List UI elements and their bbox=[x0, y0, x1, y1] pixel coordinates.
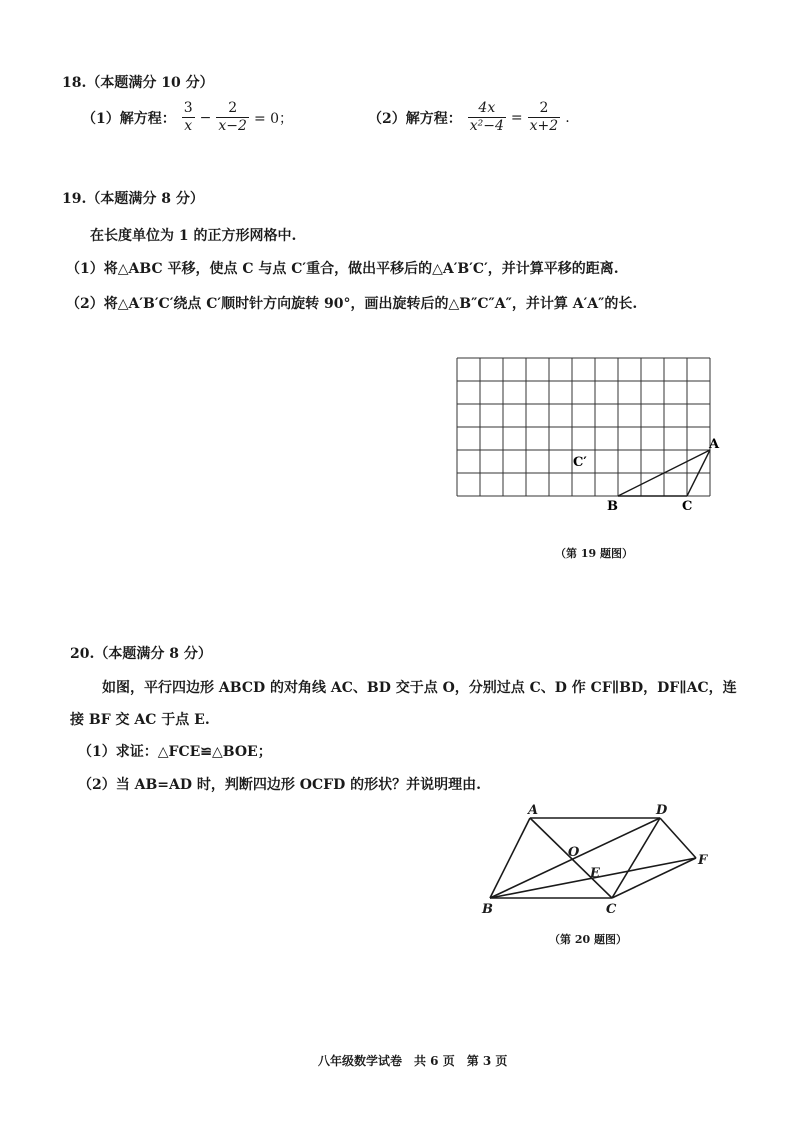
q18-part1-frac1-num: 3 bbox=[183, 100, 193, 116]
q19-label-a: A bbox=[709, 437, 720, 452]
q19-label-c-prime: C′ bbox=[573, 455, 587, 470]
q18-part2-frac1 bbox=[468, 100, 506, 135]
q19-part2: （2）将△A′B′C′绕点 C′顺时针方向旋转 90°，画出旋转后的△B″C″A″，并计算 A′A″的长. bbox=[66, 296, 638, 312]
q18-part2-label: （2）解方程： bbox=[368, 110, 462, 127]
q18-part2-frac2-den: x+2 bbox=[529, 118, 559, 134]
q18-part1-tail: = 0； bbox=[253, 110, 294, 127]
q19-label-b: B bbox=[607, 499, 618, 514]
q18-part1 bbox=[82, 100, 296, 135]
q18-part2-equals: = bbox=[510, 109, 523, 126]
q18-part1-frac1 bbox=[182, 100, 195, 135]
q18-part1-frac2-num: 2 bbox=[228, 100, 238, 116]
q18-part2-frac2-num: 2 bbox=[539, 100, 549, 116]
q18-part1-frac1-den: x bbox=[182, 117, 195, 135]
q18-part1-minus: − bbox=[199, 109, 212, 126]
page-footer: 八年级数学试卷 共 6 页 第 3 页 bbox=[318, 1054, 508, 1068]
q19-caption: （第 19 题图） bbox=[555, 547, 633, 560]
q20-label-d: D bbox=[656, 803, 668, 818]
q20-label-c: C bbox=[606, 902, 617, 917]
q19-grid bbox=[457, 358, 710, 496]
q19-part1: （1）将△ABC 平移，使点 C 与点 C′重合，做出平移后的△A′B′C′，并计算平移的距离. bbox=[66, 261, 619, 277]
q20-part1: （1）求证：△FCE≌△BOE； bbox=[78, 744, 272, 760]
q18-part2-frac1-num: 4x bbox=[478, 100, 496, 116]
q20-label-a: A bbox=[528, 803, 539, 818]
q18-part1-frac2-den: x−2 bbox=[218, 118, 247, 134]
q20-label-o: O bbox=[568, 845, 580, 860]
q20-segment-ba bbox=[490, 818, 530, 898]
q20-line1: 如图，平行四边形 ABCD 的对角线 AC、BD 交于点 O，分别过点 C、D 作 CF∥BD，DF∥AC，连 bbox=[102, 680, 737, 696]
q19-label-c: C bbox=[682, 499, 693, 514]
q20-part2: （2）当 AB=AD 时，判断四边形 OCFD 的形状？并说明理由. bbox=[78, 777, 481, 793]
q20-line2: 接 BF 交 AC 于点 E. bbox=[70, 712, 210, 728]
q20-label-f: F bbox=[698, 853, 708, 868]
q20-label-b: B bbox=[482, 902, 493, 917]
q20-title: 20.（本题满分 8 分） bbox=[70, 646, 212, 662]
q20-segment-df bbox=[660, 818, 696, 858]
q18-part1-frac2 bbox=[216, 100, 249, 135]
q18-title: 18.（本题满分 10 分） bbox=[62, 75, 214, 91]
q19-title: 19.（本题满分 8 分） bbox=[62, 191, 204, 207]
q20-label-e: E bbox=[590, 866, 600, 881]
q18-part2 bbox=[368, 100, 573, 135]
q18-part2-frac1-den: x²−4 bbox=[469, 118, 504, 134]
q19-figure bbox=[450, 350, 730, 520]
q19-intro: 在长度单位为 1 的正方形网格中. bbox=[90, 228, 297, 244]
q20-figure bbox=[470, 800, 730, 920]
q20-caption: （第 20 题图） bbox=[549, 933, 627, 946]
q18-part2-tail: . bbox=[565, 109, 570, 126]
q18-part2-frac2 bbox=[528, 100, 561, 135]
q18-part1-label: （1）解方程： bbox=[82, 110, 176, 127]
